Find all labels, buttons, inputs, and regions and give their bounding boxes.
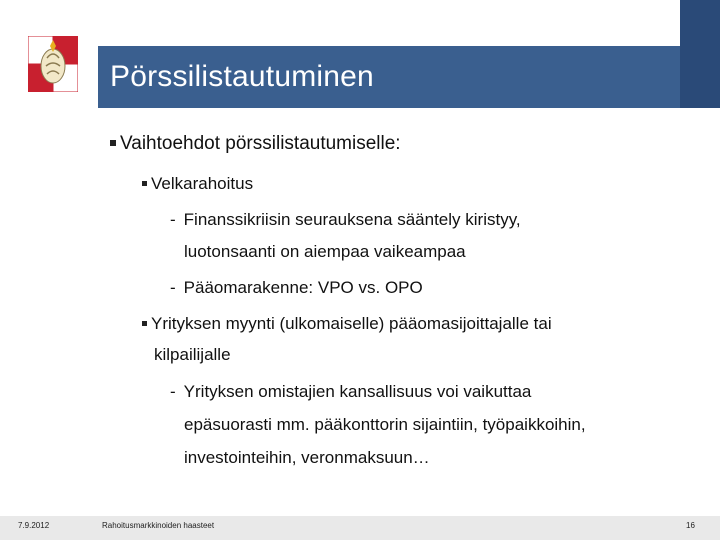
bullet-text: Pääomarakenne: VPO vs. OPO [183, 278, 423, 297]
footer-topic: Rahoitusmarkkinoiden haasteet [102, 521, 215, 530]
footer-date: 7.9.2012 [18, 521, 50, 530]
bullet-text: Vaihtoehdot pörssilistautumiselle: [120, 133, 401, 154]
bullet-level1 [110, 133, 401, 155]
dash-bullet: - [170, 278, 176, 297]
bullet-continuation: epäsuorasti mm. pääkonttorin sijaintiin, työpaikkoihin, [184, 415, 586, 434]
bullet-level2 [142, 314, 552, 334]
bullet-text: Yrityksen omistajien kansallisuus voi vaikuttaa [183, 382, 532, 401]
bullet-continuation: investointeihin, veronmaksuun… [184, 448, 430, 467]
bullet-level3 [170, 210, 521, 230]
page-number: 16 [686, 521, 695, 530]
bullet-text: Velkarahoitus [151, 174, 254, 193]
bullet-continuation: kilpailijalle [154, 345, 231, 364]
bullet-text: Finanssikriisin seurauksena sääntely kiristyy, [183, 210, 521, 229]
bullet-text: Yrityksen myynti (ulkomaiselle) pääomasijoittajalle tai [151, 314, 552, 333]
bullet-level3 [170, 278, 423, 298]
bullet-level3 [170, 382, 531, 402]
dash-bullet: - [170, 210, 176, 229]
slide-title: Pörssilistautuminen [110, 60, 374, 93]
bullet-level2 [142, 174, 253, 194]
square-bullet-icon [142, 321, 147, 326]
bullet-continuation: luotonsaanti on aiempaa vaikeampaa [184, 242, 466, 261]
square-bullet-icon [142, 181, 147, 186]
dash-bullet: - [170, 382, 176, 401]
square-bullet-icon [110, 140, 116, 146]
